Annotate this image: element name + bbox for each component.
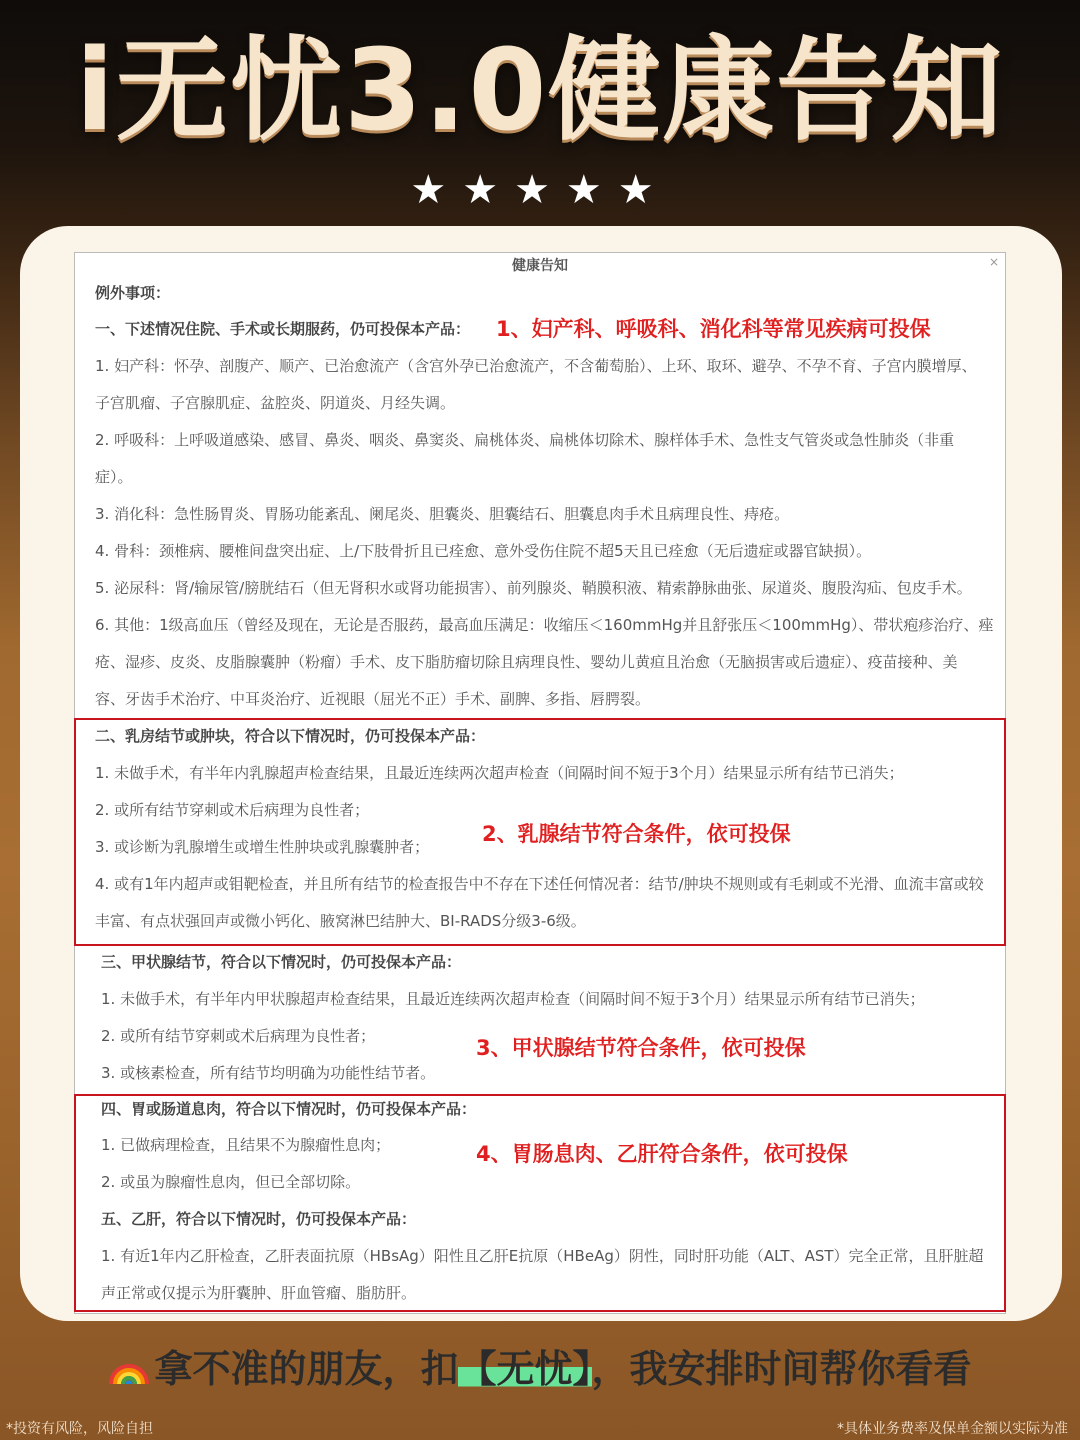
section-3-item: 1. 未做手术，有半年内甲状腺超声检查结果，且最近连续两次超声检查（间隔时间不短于3个月）结果显示所有结节已消失；: [101, 990, 925, 1008]
section-1-item: 4. 骨科：颈椎病、腰椎间盘突出症、上/下肢骨折且已痊愈、意外受伤住院不超5天且已痊愈（无后遗症或器官缺损）。: [95, 542, 872, 560]
section-5-item: 1. 有近1年内乙肝检查，乙肝表面抗原（HBsAg）阳性且乙肝E抗原（HBeAg）阴性，同时肝功能（ALT、AST）完全正常，且肝脏超: [101, 1247, 984, 1265]
section-3-item: 2. 或所有结节穿刺或术后病理为良性者；: [101, 1027, 376, 1045]
document-title: 健康告知: [512, 258, 568, 274]
annotation-gi-polyp-hepatitis: 4、胃肠息肉、乙肝符合条件，依可投保: [476, 1142, 848, 1166]
rate-disclaimer: *具体业务费率及保单金额以实际为准: [837, 1421, 1068, 1437]
section-1-item: 3. 消化科：急性肠胃炎、胃肠功能紊乱、阑尾炎、胆囊炎、胆囊结石、胆囊息肉手术且病理良性、痔疮。: [95, 505, 790, 523]
section-2-item: 3. 或诊断为乳腺增生或增生性肿块或乳腺囊肿者；: [95, 838, 430, 856]
exceptions-heading: 例外事项：: [95, 284, 171, 302]
highlight-box-gi-liver: [74, 1094, 1006, 1312]
risk-disclaimer: *投资有风险，风险自担: [6, 1421, 153, 1437]
footer-text-pre: 拿不准的朋友，扣: [154, 1347, 459, 1391]
page-title: i无忧3.0健康告知: [75, 26, 1005, 156]
section-2-item: 丰富、有点状强回声或微小钙化、腋窝淋巴结肿大、BI-RADS分级3-6级。: [95, 912, 586, 930]
section-1-item: 2. 呼吸科：上呼吸道感染、感冒、鼻炎、咽炎、鼻窦炎、扁桃体炎、扁桃体切除术、腺样体手术、急性支气管炎或急性肺炎（非重: [95, 431, 955, 449]
section-1-item: 1. 妇产科：怀孕、剖腹产、顺产、已治愈流产（含宫外孕已治愈流产，不含葡萄胎）、上环、取环、避孕、不孕不育、子宫内膜增厚、: [95, 357, 977, 375]
section-1-item: 5. 泌尿科：肾/输尿管/膀胱结石（但无肾积水或肾功能损害）、前列腺炎、鞘膜积液、精索静脉曲张、尿道炎、腹股沟疝、包皮手术。: [95, 579, 972, 597]
section-1-item: 6. 其他：1级高血压（曾经及现在，无论是否服药，最高血压满足：收缩压＜160mmHg并且舒张压＜100mmHg）、带状疱疹治疗、痤: [95, 616, 994, 634]
annotation-thyroid-nodule: 3、甲状腺结节符合条件，依可投保: [476, 1036, 806, 1060]
section-5-item: 声正常或仅提示为肝囊肿、肝血管瘤、脂肪肝。: [101, 1284, 417, 1302]
section-1-item: 子宫肌瘤、子宫腺肌症、盆腔炎、阴道炎、月经失调。: [95, 394, 456, 412]
footer-keyword: 【无忧】: [458, 1347, 592, 1391]
annotation-breast-nodule: 2、乳腺结节符合条件，依可投保: [482, 822, 791, 846]
rainbow-icon: [108, 1348, 150, 1384]
section-2-item: 1. 未做手术，有半年内乳腺超声检查结果，且最近连续两次超声检查（间隔时间不短于3个月）结果显示所有结节已消失；: [95, 764, 904, 782]
section-2-item: 2. 或所有结节穿刺或术后病理为良性者；: [95, 801, 370, 819]
section-4-heading: 四、胃或肠道息肉，符合以下情况时，仍可投保本产品：: [101, 1100, 477, 1118]
section-1-item: 症）。: [95, 468, 133, 486]
section-1-item: 容、牙齿手术治疗、中耳炎治疗、近视眼（屈光不正）手术、副脾、多指、唇腭裂。: [95, 690, 651, 708]
section-2-item: 4. 或有1年内超声或钼靶检查，并且所有结节的检查报告中不存在下述任何情况者：结节/肿块不规则或有毛刺或不光滑、血流丰富或较: [95, 875, 984, 893]
section-3-item: 3. 或核素检查，所有结节均明确为功能性结节者。: [101, 1064, 436, 1082]
footer-text-post: ，我安排时间帮你看看: [591, 1347, 972, 1391]
section-4-item: 1. 已做病理检查，且结果不为腺瘤性息肉；: [101, 1136, 391, 1154]
footer-cta: [0, 1344, 1080, 1394]
rating-stars: ★★★★★: [410, 167, 670, 213]
section-2-heading: 二、乳房结节或肿块，符合以下情况时，仍可投保本产品：: [95, 727, 486, 745]
annotation-common-diseases: 1、妇产科、呼吸科、消化科等常见疾病可投保: [496, 317, 931, 341]
close-icon[interactable]: ×: [988, 255, 999, 269]
section-1-heading: 一、下述情况住院、手术或长期服药，仍可投保本产品：: [95, 320, 471, 338]
section-5-heading: 五、乙肝，符合以下情况时，仍可投保本产品：: [101, 1210, 417, 1228]
section-4-item: 2. 或虽为腺瘤性息肉，但已全部切除。: [101, 1173, 361, 1191]
section-3-heading: 三、甲状腺结节，符合以下情况时，仍可投保本产品：: [101, 953, 462, 971]
section-1-item: 疮、湿疹、皮炎、皮脂腺囊肿（粉瘤）手术、皮下脂肪瘤切除且病理良性、婴幼儿黄疸且治愈（无脑损害或后遗症）、疫苗接种、美: [95, 653, 958, 671]
